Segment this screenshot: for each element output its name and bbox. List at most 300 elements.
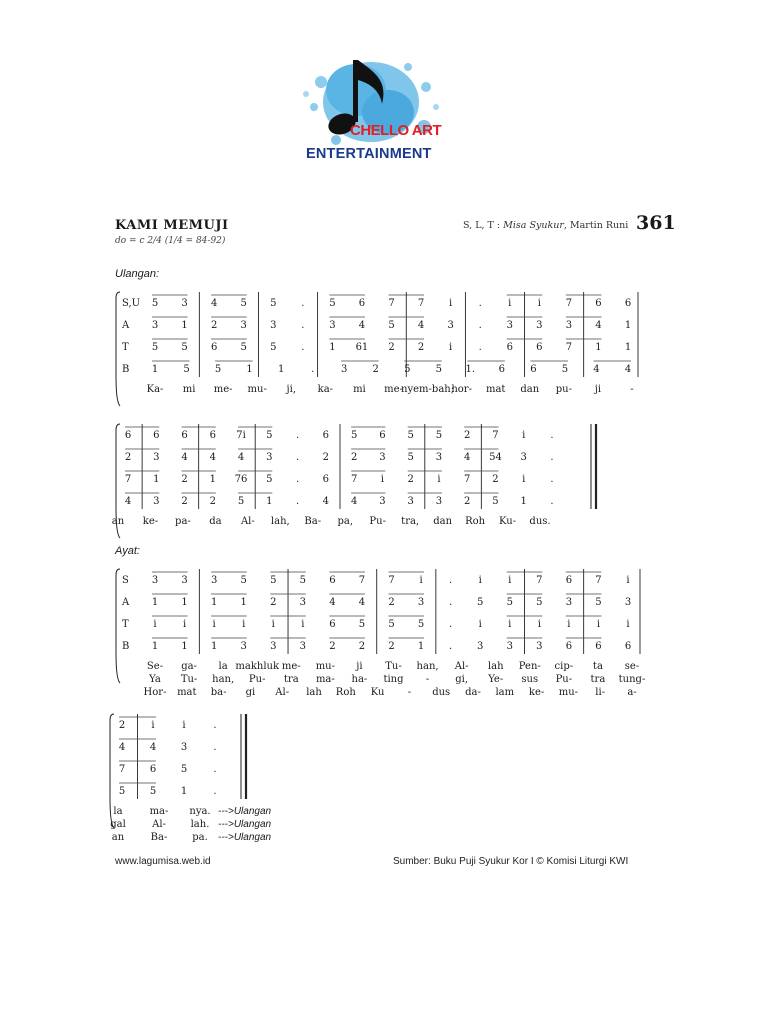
lyric-syllable: pa. bbox=[192, 832, 208, 843]
note: 3 bbox=[266, 452, 273, 463]
system-brace bbox=[116, 569, 120, 683]
lyric-syllable: mu- bbox=[247, 384, 267, 395]
note: 5 bbox=[240, 575, 247, 586]
note: 7 bbox=[358, 575, 366, 586]
note: 5 bbox=[435, 430, 443, 441]
lyric-syllable: dan bbox=[520, 384, 540, 395]
lyric-syllable: Hor- bbox=[143, 687, 167, 698]
note: 54 bbox=[489, 452, 502, 463]
note: 7 bbox=[492, 430, 499, 441]
note: 4 bbox=[209, 452, 216, 463]
note: 4 bbox=[417, 320, 425, 331]
note: . bbox=[550, 452, 554, 463]
note: 61 bbox=[355, 342, 369, 353]
note: . bbox=[478, 320, 482, 331]
lyric-syllable: lah bbox=[487, 661, 504, 672]
lyric-syllable: Pu- bbox=[555, 674, 573, 685]
note: i bbox=[626, 575, 630, 586]
note: i bbox=[182, 720, 186, 731]
voice-label: T bbox=[122, 619, 129, 630]
lyric-syllable: Pen- bbox=[518, 661, 541, 672]
note: 1 bbox=[417, 641, 425, 652]
lyric-syllable: ga- bbox=[181, 661, 197, 672]
note: 6 bbox=[530, 364, 537, 375]
note: 2 bbox=[209, 496, 216, 507]
note: 1 bbox=[151, 597, 159, 608]
note: 6 bbox=[536, 342, 543, 353]
note: 2 bbox=[372, 364, 379, 375]
credit-prefix: S, L, T : bbox=[463, 220, 504, 231]
note: 3 bbox=[435, 496, 443, 507]
note: 6 bbox=[153, 430, 160, 441]
note: 1 bbox=[210, 641, 218, 652]
voice-label: B bbox=[122, 364, 130, 375]
note: i bbox=[242, 619, 246, 630]
lyric-syllable: me- bbox=[213, 384, 233, 395]
credit-author: , Martin Runi bbox=[563, 220, 629, 231]
note: 3 bbox=[407, 496, 414, 507]
note: 1 bbox=[277, 364, 285, 375]
lyric-syllable: lah. bbox=[190, 819, 210, 830]
note: 6 bbox=[565, 575, 573, 586]
note: . bbox=[296, 496, 300, 507]
note: 5 bbox=[329, 298, 336, 309]
lyric-syllable: Ku- bbox=[498, 516, 517, 527]
note: . bbox=[213, 786, 217, 797]
note: 6 bbox=[210, 342, 218, 353]
note: 2 bbox=[417, 342, 425, 353]
footer-website: www.lagumisa.web.id bbox=[115, 856, 211, 867]
note: 2 bbox=[464, 430, 471, 441]
note: i bbox=[522, 430, 526, 441]
note: 6 bbox=[209, 430, 216, 441]
note: 2 bbox=[464, 496, 471, 507]
note: 2 bbox=[181, 474, 188, 485]
voice-label: T bbox=[122, 342, 129, 353]
note: 1 bbox=[240, 597, 247, 608]
lyric-syllable: ha- bbox=[351, 674, 368, 685]
lyric-syllable: cip- bbox=[554, 661, 574, 672]
song-number: 361 bbox=[636, 212, 676, 234]
refrain-mark: --->Ulangan bbox=[218, 806, 272, 817]
note: 3 bbox=[329, 320, 336, 331]
note: 7 bbox=[464, 474, 471, 485]
note: 3 bbox=[447, 320, 454, 331]
note: 1 bbox=[180, 786, 188, 797]
note: 7 bbox=[417, 298, 425, 309]
section-label-refrain: Ulangan: bbox=[115, 268, 160, 280]
voice-label: S,U bbox=[122, 298, 141, 309]
note: 3 bbox=[181, 298, 188, 309]
lyric-syllable: - bbox=[407, 687, 412, 698]
system-brace bbox=[116, 292, 120, 406]
lyric-syllable: mi bbox=[182, 384, 196, 395]
note: 2 bbox=[210, 320, 218, 331]
note: 6 bbox=[329, 575, 336, 586]
credit-line bbox=[463, 220, 628, 231]
note: 7 bbox=[536, 575, 543, 586]
logo-text-chello-art: CHELLO ART bbox=[350, 122, 442, 139]
note: 3 bbox=[520, 452, 527, 463]
lyric-syllable: makhluk bbox=[235, 661, 280, 672]
lyric-syllable: mu- bbox=[315, 661, 336, 672]
lyric-syllable: Ba- bbox=[304, 516, 322, 527]
lyric-syllable: li- bbox=[595, 687, 606, 698]
note: 5 bbox=[151, 298, 159, 309]
lyric-syllable: ba- bbox=[210, 687, 227, 698]
lyric-syllable: pu- bbox=[555, 384, 572, 395]
note: 2 bbox=[407, 474, 414, 485]
voice-label: B bbox=[122, 641, 130, 652]
note: 2 bbox=[388, 641, 395, 652]
note: 2 bbox=[270, 597, 277, 608]
lyric-syllable: ji bbox=[356, 661, 363, 672]
lyric-syllable: Roh bbox=[465, 516, 486, 527]
note: i bbox=[537, 298, 541, 309]
note: i bbox=[153, 619, 157, 630]
note: 4 bbox=[624, 364, 632, 375]
note: 1 bbox=[209, 474, 216, 485]
note: 5 bbox=[435, 364, 442, 375]
lyric-syllable: se- bbox=[624, 661, 640, 672]
note: 3 bbox=[565, 320, 573, 331]
note: 3 bbox=[153, 452, 160, 463]
note: 5 bbox=[183, 364, 190, 375]
note: 3 bbox=[624, 597, 632, 608]
lyric-syllable: tra bbox=[590, 674, 606, 685]
lyric-syllable: an bbox=[111, 516, 125, 527]
note: . bbox=[449, 597, 453, 608]
note: 5 bbox=[151, 342, 159, 353]
note: 1 bbox=[624, 320, 632, 331]
lyric-syllable: Ye- bbox=[488, 674, 504, 685]
lyric-syllable: Al- bbox=[152, 819, 166, 830]
note: . bbox=[311, 364, 315, 375]
note: i bbox=[508, 619, 512, 630]
lyric-syllable: gi, bbox=[455, 674, 469, 685]
note: 4 bbox=[358, 320, 366, 331]
lyric-syllable: mat bbox=[485, 384, 506, 395]
lyric-syllable: ka- bbox=[317, 384, 334, 395]
note: 5 bbox=[506, 597, 513, 608]
lyric-syllable: nyem-bah; bbox=[401, 384, 455, 395]
note: 1 bbox=[181, 320, 188, 331]
lyric-syllable: me- bbox=[384, 384, 403, 395]
refrain-mark: --->Ulangan bbox=[218, 832, 272, 843]
refrain-mark: --->Ulangan bbox=[218, 819, 272, 830]
note: 1 bbox=[329, 342, 336, 353]
note: 5 bbox=[266, 474, 273, 485]
note: 1 bbox=[246, 364, 253, 375]
note: i bbox=[567, 619, 571, 630]
note: . bbox=[449, 575, 453, 586]
note: 5 bbox=[240, 342, 247, 353]
note: 7i bbox=[236, 430, 246, 441]
note: 6 bbox=[379, 430, 386, 441]
lyric-syllable: gi bbox=[245, 687, 256, 698]
note: i bbox=[419, 575, 423, 586]
note: 1 bbox=[266, 496, 273, 507]
note: . bbox=[449, 641, 453, 652]
note: 5 bbox=[299, 575, 306, 586]
note: 2 bbox=[118, 720, 126, 731]
note: 3 bbox=[506, 320, 513, 331]
footer-source: Sumber: Buku Puji Syukur Kor I © Komisi Liturgi KWI bbox=[393, 856, 629, 867]
note: 3 bbox=[299, 597, 306, 608]
note: 2 bbox=[388, 597, 395, 608]
note: 7 bbox=[595, 575, 602, 586]
note: 6 bbox=[595, 641, 602, 652]
note: . bbox=[449, 619, 453, 630]
lyric-syllable: han, bbox=[212, 674, 235, 685]
note: 2 bbox=[181, 496, 188, 507]
lyric-syllable: mu- bbox=[558, 687, 579, 698]
note: i bbox=[508, 298, 512, 309]
note: 7 bbox=[565, 342, 573, 353]
lyric-syllable: mat bbox=[177, 687, 197, 698]
note: 2 bbox=[329, 641, 336, 652]
lyric-syllable: mi bbox=[353, 384, 366, 395]
note: 5 bbox=[561, 364, 569, 375]
lyric-syllable: - bbox=[425, 674, 430, 685]
note: 5 bbox=[417, 619, 425, 630]
lyric-syllable: ma- bbox=[315, 674, 335, 685]
note: 1 bbox=[595, 342, 602, 353]
note: i bbox=[626, 619, 630, 630]
note: 4 bbox=[149, 742, 157, 753]
lyric-syllable: Ya bbox=[149, 674, 161, 685]
note: 2 bbox=[492, 474, 499, 485]
lyric-syllable: la bbox=[113, 806, 123, 817]
note: 5 bbox=[240, 298, 247, 309]
system-brace bbox=[116, 424, 120, 538]
note: 5 bbox=[350, 430, 358, 441]
note: 7 bbox=[388, 575, 395, 586]
note: 1 bbox=[210, 597, 218, 608]
note: 5 bbox=[180, 764, 188, 775]
note: . bbox=[213, 764, 217, 775]
note: 1 bbox=[181, 641, 188, 652]
voice-label: S bbox=[122, 575, 129, 586]
note: 5 bbox=[358, 619, 366, 630]
tempo-marking: do = c 2/4 (1/4 = 84-92) bbox=[115, 236, 226, 246]
note: 6 bbox=[506, 342, 513, 353]
note: 5 bbox=[237, 496, 245, 507]
song-title: KAMI MEMUJI bbox=[115, 218, 229, 233]
note: 3 bbox=[435, 452, 443, 463]
lyric-syllable: - bbox=[630, 384, 634, 395]
note: i bbox=[478, 575, 482, 586]
note: 4 bbox=[595, 320, 602, 331]
note: i bbox=[537, 619, 541, 630]
lyric-syllable: ke- bbox=[528, 687, 545, 698]
lyric-syllable: ke- bbox=[142, 516, 159, 527]
lyric-syllable: ting bbox=[383, 674, 404, 685]
lyric-syllable: me- bbox=[281, 661, 301, 672]
note: . bbox=[213, 720, 217, 731]
note: 5 bbox=[266, 430, 273, 441]
note: 4 bbox=[181, 452, 188, 463]
note: i bbox=[182, 619, 187, 630]
note: . bbox=[550, 496, 554, 507]
note: 5 bbox=[404, 364, 411, 375]
lyric-syllable: pa, bbox=[337, 516, 354, 527]
credit-source: Misa Syukur bbox=[503, 220, 564, 231]
note: i bbox=[449, 342, 453, 353]
note: i bbox=[271, 619, 275, 630]
note: 3 bbox=[536, 641, 543, 652]
lyric-syllable: dus bbox=[432, 687, 451, 698]
note: 5 bbox=[492, 496, 499, 507]
note: . bbox=[296, 430, 300, 441]
note: 5 bbox=[149, 786, 157, 797]
note: 7 bbox=[118, 764, 126, 775]
note: 3 bbox=[477, 641, 484, 652]
note: 4 bbox=[118, 742, 126, 753]
note: . bbox=[296, 474, 300, 485]
note: i bbox=[380, 474, 385, 485]
lyric-syllable: ji, bbox=[286, 384, 297, 395]
lyric-syllable: la bbox=[218, 661, 228, 672]
note: 6 bbox=[624, 641, 632, 652]
note: 3 bbox=[270, 641, 277, 652]
lyric-syllable: ta bbox=[592, 661, 603, 672]
note: . bbox=[301, 342, 305, 353]
note: 5 bbox=[270, 342, 277, 353]
lyric-syllable: ji bbox=[594, 384, 602, 395]
note: 6 bbox=[322, 474, 330, 485]
note: 1 bbox=[624, 342, 632, 353]
lyric-syllable: Ku bbox=[370, 687, 385, 698]
note: 1. bbox=[465, 364, 476, 375]
note: 5 bbox=[407, 430, 414, 441]
note: 5 bbox=[536, 597, 543, 608]
note: 6 bbox=[322, 430, 330, 441]
lyric-syllable: Pu- bbox=[248, 674, 266, 685]
note: i bbox=[449, 298, 453, 309]
note: i bbox=[437, 474, 441, 485]
note: 4 bbox=[124, 496, 132, 507]
lyric-syllable: Al- bbox=[240, 516, 255, 527]
lyric-syllable: Ka- bbox=[146, 384, 164, 395]
note: 3 bbox=[565, 597, 573, 608]
note: 3 bbox=[180, 742, 188, 753]
note: 3 bbox=[379, 452, 386, 463]
note: 7 bbox=[388, 298, 395, 309]
note: 6 bbox=[358, 298, 366, 309]
note: 4 bbox=[350, 496, 358, 507]
lyric-syllable: han, bbox=[416, 661, 439, 672]
note: 4 bbox=[464, 452, 471, 463]
note: 5 bbox=[595, 597, 602, 608]
lyric-syllable: Tu- bbox=[180, 674, 198, 685]
lyric-syllable: an bbox=[111, 832, 125, 843]
note: 1 bbox=[151, 641, 159, 652]
note: 4 bbox=[329, 597, 336, 608]
note: i bbox=[212, 619, 216, 630]
note: 3 bbox=[151, 320, 159, 331]
note: . bbox=[478, 342, 482, 353]
note: 1 bbox=[520, 496, 527, 507]
lyric-syllable: gal bbox=[110, 819, 126, 830]
voice-label: A bbox=[122, 320, 130, 331]
note: 5 bbox=[477, 597, 484, 608]
note: 3 bbox=[240, 641, 247, 652]
note: 7 bbox=[350, 474, 358, 485]
system-brace bbox=[110, 714, 114, 828]
note: i bbox=[596, 619, 601, 630]
note: 6 bbox=[124, 430, 132, 441]
lyric-syllable: dus. bbox=[529, 516, 551, 527]
note: 4 bbox=[237, 452, 245, 463]
lyric-syllable: a- bbox=[627, 687, 637, 698]
note: 6 bbox=[181, 430, 188, 441]
note: . bbox=[550, 474, 554, 485]
lyric-syllable: nya. bbox=[189, 806, 211, 817]
note: 6 bbox=[498, 364, 506, 375]
note: 6 bbox=[565, 641, 573, 652]
lyric-syllable: Ba- bbox=[150, 832, 168, 843]
note: i bbox=[522, 474, 526, 485]
note: 4 bbox=[593, 364, 600, 375]
note: 2 bbox=[358, 641, 366, 652]
note: 1 bbox=[153, 474, 160, 485]
note: . bbox=[478, 298, 482, 309]
note: 3 bbox=[341, 364, 348, 375]
lyric-syllable: tra, bbox=[401, 516, 420, 527]
lyric-syllable: lam bbox=[495, 687, 515, 698]
note: i bbox=[478, 619, 482, 630]
lyric-syllable: Al- bbox=[275, 687, 290, 698]
note: 5 bbox=[214, 364, 222, 375]
note: i bbox=[508, 575, 512, 586]
note: 1 bbox=[151, 364, 159, 375]
note: 5 bbox=[388, 320, 395, 331]
note: 4 bbox=[358, 597, 366, 608]
note: 3 bbox=[240, 320, 247, 331]
note: 2 bbox=[350, 452, 358, 463]
lyric-syllable: dan bbox=[433, 516, 453, 527]
note: 3 bbox=[379, 496, 386, 507]
note: 76 bbox=[234, 474, 248, 485]
lyric-syllable: Pu- bbox=[369, 516, 386, 527]
note: i bbox=[151, 720, 155, 731]
lyric-syllable: Al- bbox=[454, 661, 469, 672]
note: 1 bbox=[181, 597, 188, 608]
note: . bbox=[301, 298, 305, 309]
lyric-syllable: pa- bbox=[175, 516, 191, 527]
lyric-syllable: da bbox=[209, 516, 222, 527]
note: 7 bbox=[124, 474, 132, 485]
note: i bbox=[301, 619, 305, 630]
note: 6 bbox=[149, 764, 157, 775]
lyric-syllable: tung- bbox=[618, 674, 646, 685]
lyric-syllable: tra bbox=[283, 674, 299, 685]
note: 2 bbox=[124, 452, 132, 463]
lyric-syllable: sus bbox=[521, 674, 539, 685]
note: 3 bbox=[417, 597, 425, 608]
note: . bbox=[213, 742, 217, 753]
note: 5 bbox=[388, 619, 395, 630]
lyric-syllable: Se- bbox=[146, 661, 164, 672]
note: . bbox=[550, 430, 554, 441]
note: 3 bbox=[536, 320, 543, 331]
note: 5 bbox=[270, 575, 277, 586]
note: 3 bbox=[270, 320, 277, 331]
note: 3 bbox=[151, 575, 159, 586]
note: 2 bbox=[322, 452, 330, 463]
lyric-syllable: hor- bbox=[451, 384, 472, 395]
